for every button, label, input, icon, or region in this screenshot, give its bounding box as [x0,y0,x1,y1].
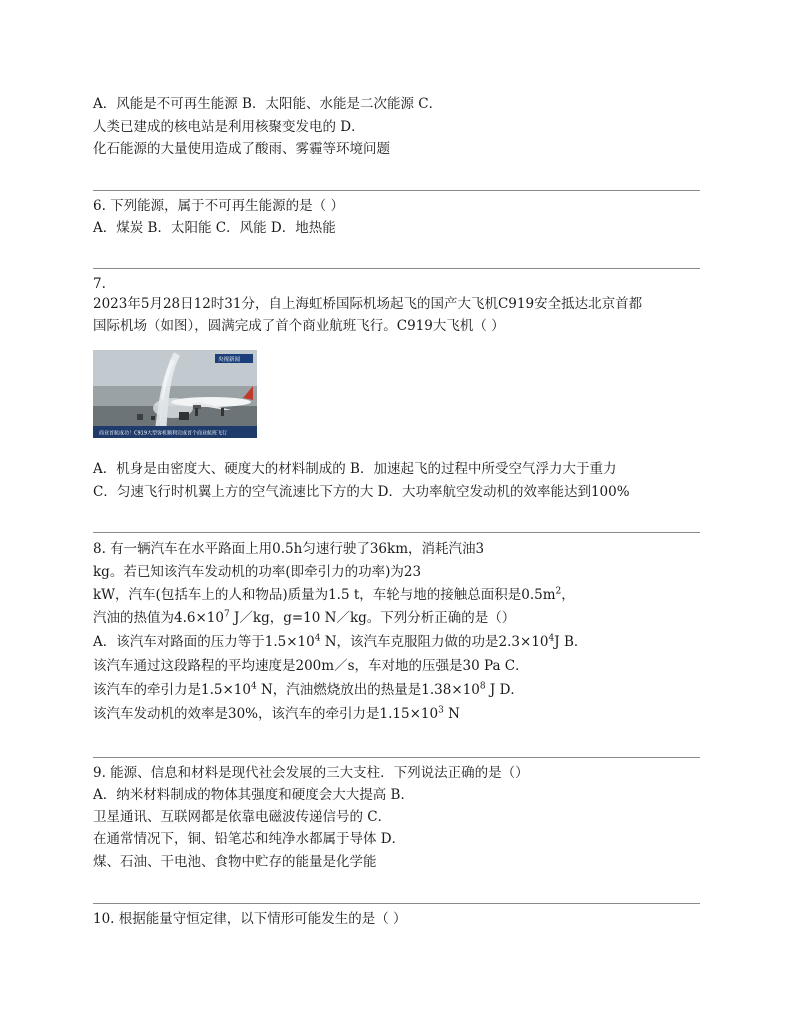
q5-options-line-1: A．风能是不可再生能源 B．太阳能、水能是二次能源 C． [93,96,443,112]
airplane-illustration [93,350,257,438]
q9-option-c: 在通常情况下，铜、铅笔芯和纯净水都属于导体 D． [93,831,406,847]
q7-stem-line-1: 2023年5月28日12时31分，自上海虹桥国际机场起飞的国产大飞机C919安全抵达北京首都 [93,296,643,312]
q9-stem: 9. 能源、信息和材料是现代社会发展的三大支柱．下列说法正确的是（） [93,765,529,781]
q6-options: A．煤炭 B．太阳能 C．风能 D．地热能 [93,220,336,236]
q7-options-line-1: A．机身是由密度大、硬度大的材料制成的 B．加速起飞的过程中所受空气浮力大于重力 [93,461,617,477]
photo-caption: 商业首航成功！C919大型客机顺利完成首个商业航班飞行 [99,430,228,437]
divider [93,903,700,904]
q8-option-a: A．该汽车对路面的压力等于$1.5\times 10^4$ N，该汽车克服阻力做的功是$2.3\times 10^4J$ B． [93,633,588,650]
q5-options-line-2: 人类已建成的核电站是利用核聚变发电的 D． [93,119,365,135]
q10-stem: 10. 根据能量守恒定律，以下情形可能发生的是（ ） [93,911,407,927]
divider [93,532,700,533]
q9-option-d: 煤、石油、干电池、食物中贮存的能量是化学能 [93,854,377,870]
q8-stem-line-3: kW，汽车(包括车上的人和物品)质量为1.5 t，车轮与地的接触总面积是$0.5m^2$， [93,586,575,603]
q5-options-line-3: 化石能源的大量使用造成了酸雨、雾霾等环境问题 [93,141,390,157]
news-logo: 央视新闻 [218,357,241,363]
q9-option-b: 卫星通讯、互联网都是依靠电磁波传递信号的 C． [93,809,392,825]
q9-option-a: A．纳米材料制成的物体其强度和硬度会大大提高 B． [93,787,414,803]
q8-stem-line-4: 汽油的热值为$4.6\times 10^7$ J／kg，g=10 N／kg。下列分析正确的是（） [93,609,516,626]
q6-stem: 6. 下列能源，属于不可再生能源的是（ ） [93,198,344,214]
q7-stem-line-2: 国际机场（如图），圆满完成了首个商业航班飞行。C919大飞机（ ） [93,318,505,334]
q8-stem-line-2: kg。若已知该汽车发动机的功率(即牵引力的功率)为23 [93,564,422,580]
q7-options-line-2: C．匀速飞行时机翼上方的空气流速比下方的大 D．大功率航空发动机的效率能达到100% [93,484,630,500]
q8-stem-line-1: 8. 有一辆汽车在水平路面上用0.5h匀速行驶了36km，消耗汽油3 [93,541,485,557]
q8-option-d: 该汽车发动机的效率是30%，该汽车的牵引力是$1.15\times 10^3$ N [93,705,460,722]
q8-option-b: 该汽车通过这段路程的平均速度是200m／s，车对地的压强是30 Pa C． [93,658,529,674]
q7-number: 7. [93,276,106,292]
q8-option-c: 该汽车的牵引力是$1.5\times 10^4$ N，汽油燃烧放出的热量是$1.38\times 10^8$ J D． [93,681,524,698]
divider [93,190,700,191]
divider [93,757,700,758]
divider [93,268,700,269]
c919-airport-photo [93,350,257,438]
